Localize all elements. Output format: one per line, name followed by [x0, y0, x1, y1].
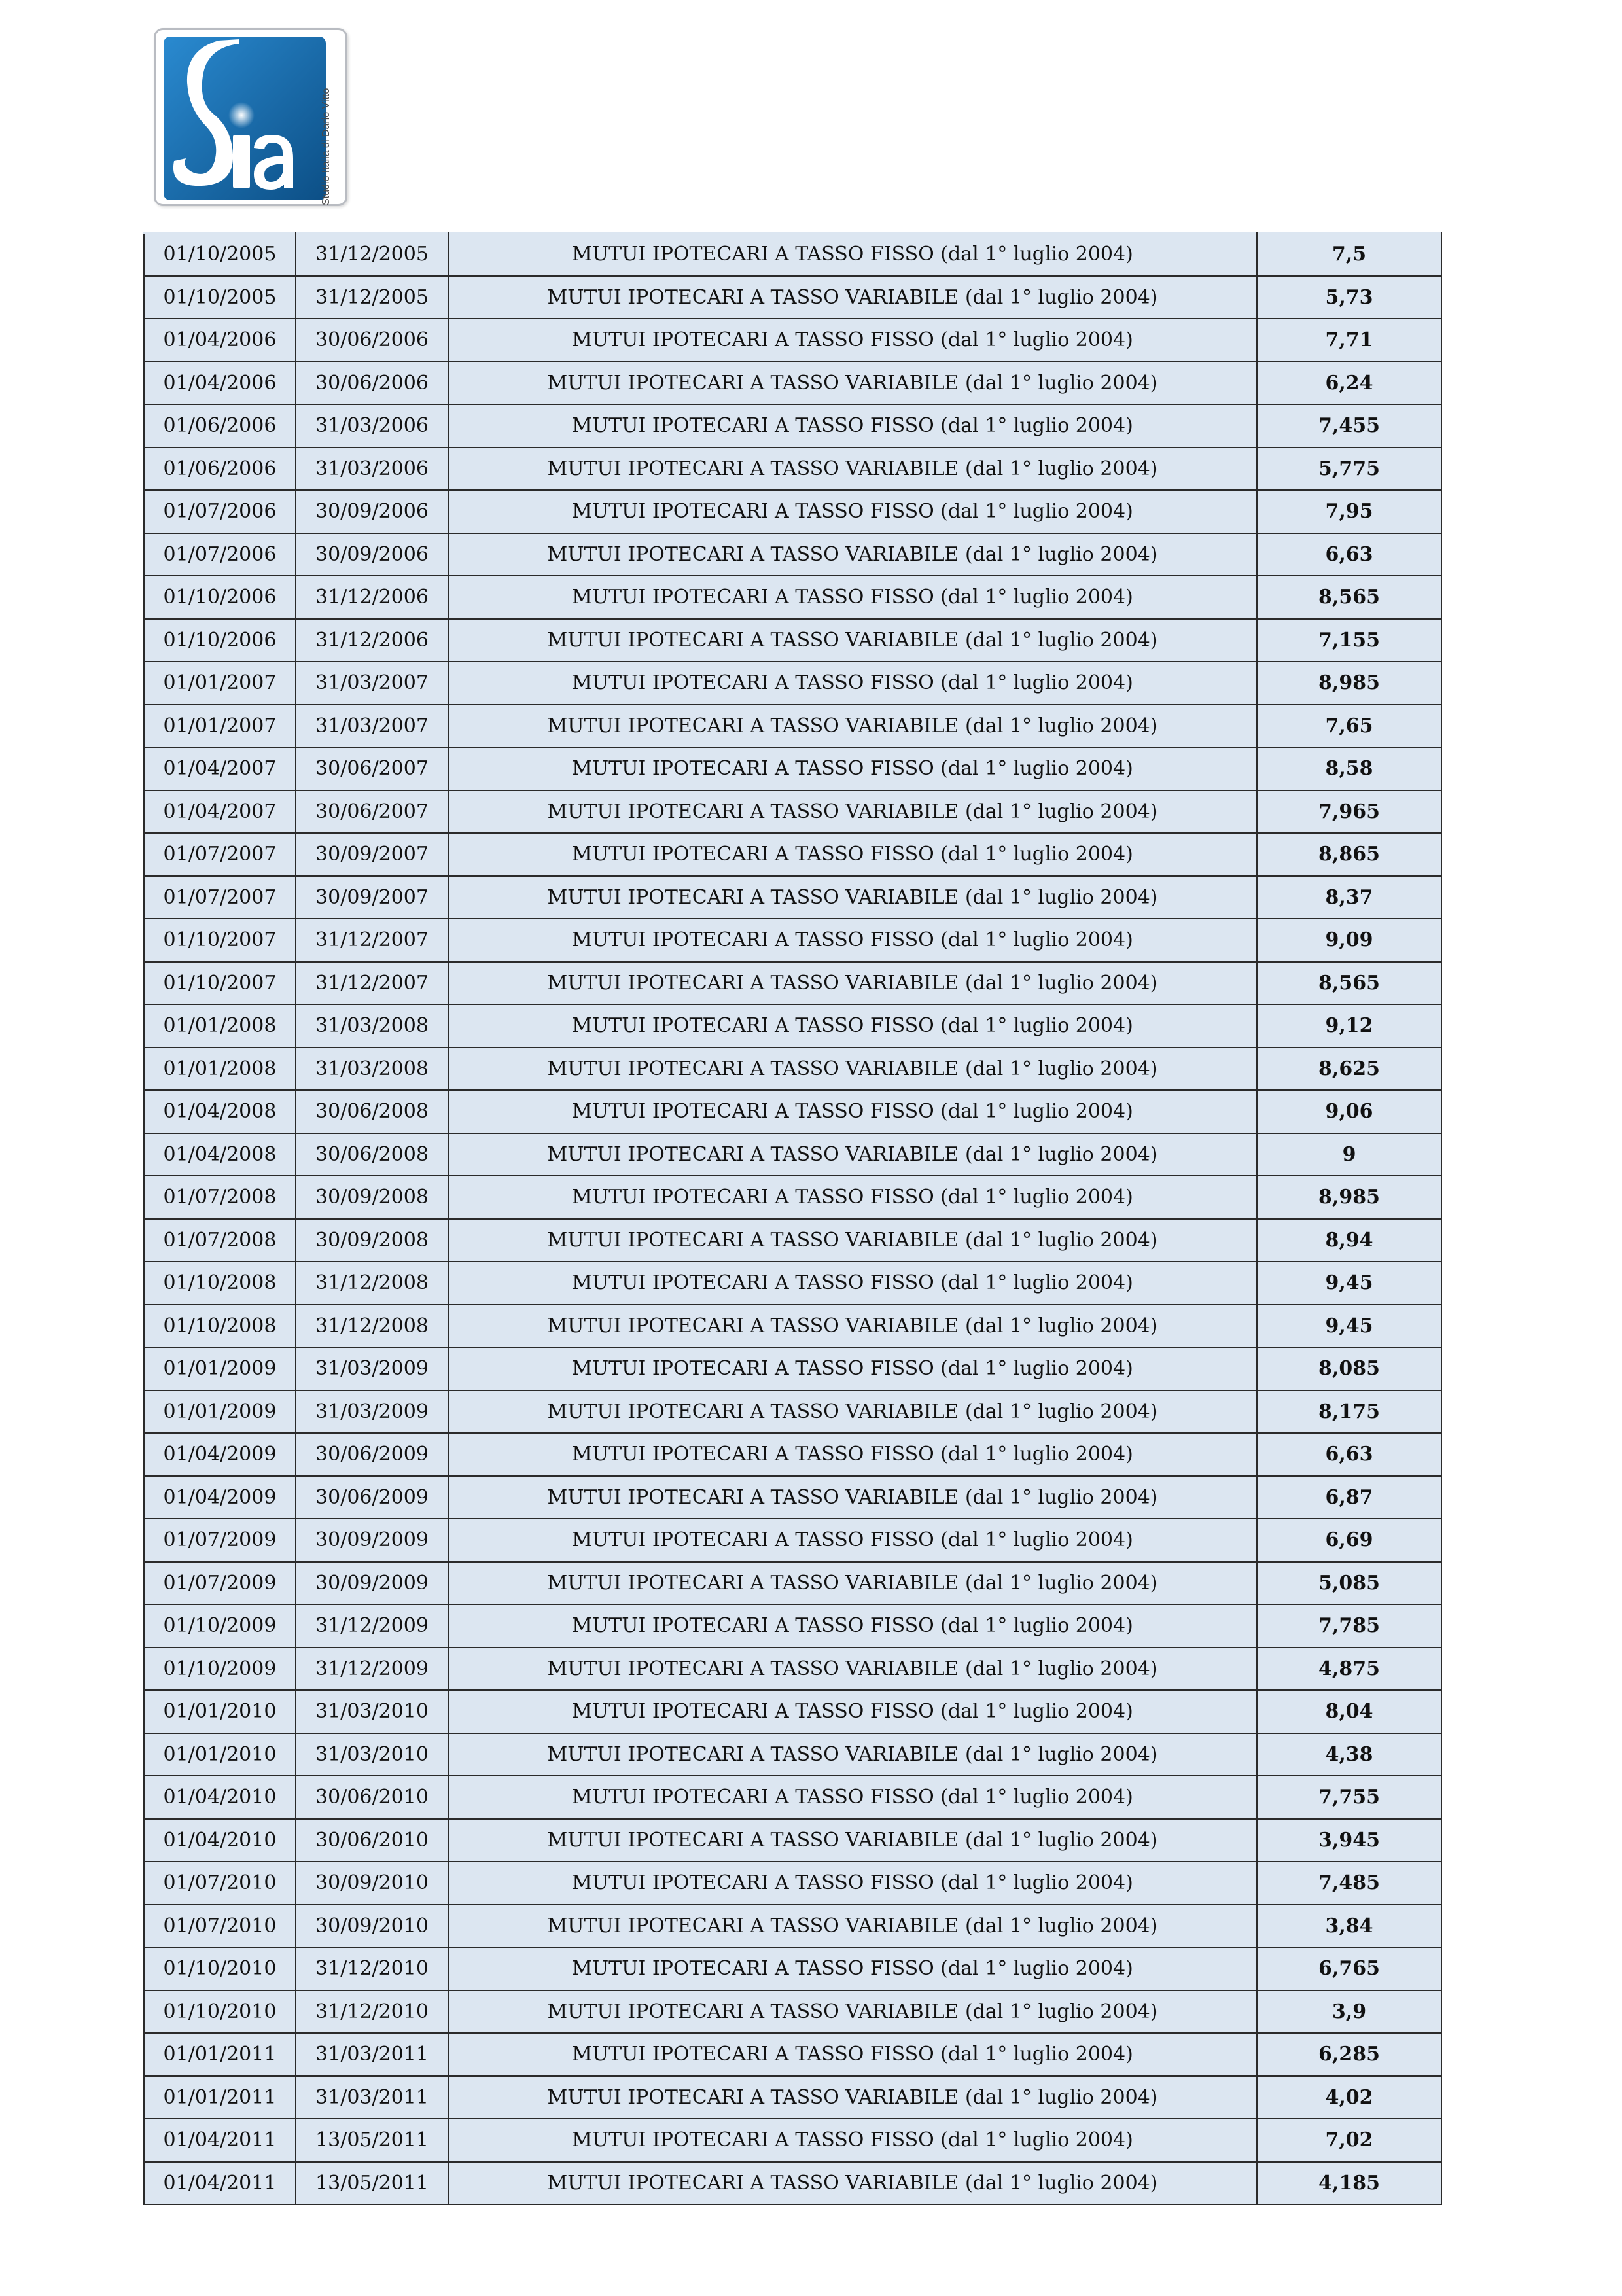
mortgage-type-cell: MUTUI IPOTECARI A TASSO FISSO (dal 1° luglio 2004)	[448, 1519, 1257, 1562]
mortgage-type-cell: MUTUI IPOTECARI A TASSO FISSO (dal 1° luglio 2004)	[448, 404, 1257, 448]
end-date-cell: 31/12/2010	[296, 1990, 448, 2034]
rate-value-cell: 6,63	[1257, 533, 1441, 576]
rate-value-cell: 8,37	[1257, 876, 1441, 919]
table-row	[144, 962, 1441, 1005]
table-row	[144, 1562, 1441, 1605]
rate-value-cell: 8,085	[1257, 1347, 1441, 1390]
end-date-cell: 30/06/2010	[296, 1776, 448, 1819]
table-row	[144, 705, 1441, 748]
start-date-cell: 01/04/2008	[144, 1133, 296, 1176]
end-date-cell: 31/12/2009	[296, 1604, 448, 1648]
rate-value-cell: 6,765	[1257, 1947, 1441, 1990]
rate-value-cell: 4,38	[1257, 1733, 1441, 1776]
rate-value-cell: 3,945	[1257, 1819, 1441, 1862]
end-date-cell: 31/03/2006	[296, 404, 448, 448]
mortgage-type-cell: MUTUI IPOTECARI A TASSO FISSO (dal 1° luglio 2004)	[448, 1347, 1257, 1390]
start-date-cell: 01/07/2008	[144, 1176, 296, 1219]
rate-value-cell: 7,5	[1257, 233, 1441, 276]
table-row	[144, 1819, 1441, 1862]
start-date-cell: 01/04/2007	[144, 790, 296, 834]
mortgage-type-cell: MUTUI IPOTECARI A TASSO VARIABILE (dal 1° luglio 2004)	[448, 362, 1257, 405]
table-row	[144, 1390, 1441, 1434]
table-row	[144, 1433, 1441, 1476]
table-row	[144, 919, 1441, 962]
end-date-cell: 30/09/2006	[296, 490, 448, 533]
rate-value-cell: 8,04	[1257, 1690, 1441, 1733]
end-date-cell: 31/03/2010	[296, 1690, 448, 1733]
table-row	[144, 2162, 1441, 2205]
end-date-cell: 30/06/2009	[296, 1433, 448, 1476]
end-date-cell: 31/12/2010	[296, 1947, 448, 1990]
end-date-cell: 31/03/2008	[296, 1048, 448, 1091]
end-date-cell: 31/12/2008	[296, 1305, 448, 1348]
rate-value-cell: 8,625	[1257, 1048, 1441, 1091]
mortgage-type-cell: MUTUI IPOTECARI A TASSO FISSO (dal 1° luglio 2004)	[448, 1604, 1257, 1648]
start-date-cell: 01/10/2007	[144, 919, 296, 962]
start-date-cell: 01/04/2008	[144, 1090, 296, 1133]
table-row	[144, 362, 1441, 405]
start-date-cell: 01/01/2010	[144, 1733, 296, 1776]
rate-value-cell: 8,175	[1257, 1390, 1441, 1434]
start-date-cell: 01/04/2011	[144, 2119, 296, 2162]
mortgage-type-cell: MUTUI IPOTECARI A TASSO VARIABILE (dal 1° luglio 2004)	[448, 705, 1257, 748]
rate-value-cell: 9,06	[1257, 1090, 1441, 1133]
mortgage-type-cell: MUTUI IPOTECARI A TASSO FISSO (dal 1° luglio 2004)	[448, 2119, 1257, 2162]
table-row	[144, 833, 1441, 876]
table-row	[144, 319, 1441, 362]
rate-value-cell: 5,73	[1257, 276, 1441, 319]
table-row	[144, 490, 1441, 533]
rate-value-cell: 7,95	[1257, 490, 1441, 533]
table-row	[144, 533, 1441, 576]
mortgage-type-cell: MUTUI IPOTECARI A TASSO FISSO (dal 1° luglio 2004)	[448, 1947, 1257, 1990]
rate-value-cell: 3,9	[1257, 1990, 1441, 2034]
table-row	[144, 1648, 1441, 1691]
logo-caption: Studio Italia di Dario Vitto	[321, 88, 332, 205]
table-row	[144, 233, 1441, 276]
rate-value-cell: 9,12	[1257, 1004, 1441, 1048]
end-date-cell: 30/09/2007	[296, 833, 448, 876]
table-row	[144, 1305, 1441, 1348]
table-row	[144, 1690, 1441, 1733]
table-row	[144, 747, 1441, 790]
start-date-cell: 01/04/2007	[144, 747, 296, 790]
mortgage-type-cell: MUTUI IPOTECARI A TASSO VARIABILE (dal 1° luglio 2004)	[448, 1390, 1257, 1434]
rate-value-cell: 8,985	[1257, 1176, 1441, 1219]
end-date-cell: 31/12/2005	[296, 276, 448, 319]
rate-value-cell: 8,94	[1257, 1219, 1441, 1262]
table-row	[144, 2076, 1441, 2119]
start-date-cell: 01/10/2010	[144, 1947, 296, 1990]
end-date-cell: 13/05/2011	[296, 2119, 448, 2162]
end-date-cell: 30/09/2009	[296, 1519, 448, 1562]
mortgage-type-cell: MUTUI IPOTECARI A TASSO FISSO (dal 1° luglio 2004)	[448, 919, 1257, 962]
mortgage-type-cell: MUTUI IPOTECARI A TASSO VARIABILE (dal 1° luglio 2004)	[448, 1219, 1257, 1262]
end-date-cell: 30/09/2010	[296, 1862, 448, 1905]
rate-value-cell: 8,985	[1257, 662, 1441, 705]
mortgage-type-cell: MUTUI IPOTECARI A TASSO VARIABILE (dal 1° luglio 2004)	[448, 1133, 1257, 1176]
rate-value-cell: 9	[1257, 1133, 1441, 1176]
mortgage-type-cell: MUTUI IPOTECARI A TASSO FISSO (dal 1° luglio 2004)	[448, 1862, 1257, 1905]
mortgage-type-cell: MUTUI IPOTECARI A TASSO VARIABILE (dal 1° luglio 2004)	[448, 2162, 1257, 2205]
mortgage-type-cell: MUTUI IPOTECARI A TASSO VARIABILE (dal 1° luglio 2004)	[448, 1819, 1257, 1862]
rate-value-cell: 6,63	[1257, 1433, 1441, 1476]
rates-table-body	[144, 233, 1441, 2204]
end-date-cell: 13/05/2011	[296, 2162, 448, 2205]
mortgage-type-cell: MUTUI IPOTECARI A TASSO VARIABILE (dal 1° luglio 2004)	[448, 448, 1257, 491]
start-date-cell: 01/01/2008	[144, 1048, 296, 1091]
rate-value-cell: 7,485	[1257, 1862, 1441, 1905]
table-row	[144, 1519, 1441, 1562]
table-row	[144, 790, 1441, 834]
end-date-cell: 31/03/2011	[296, 2076, 448, 2119]
mortgage-type-cell: MUTUI IPOTECARI A TASSO FISSO (dal 1° luglio 2004)	[448, 490, 1257, 533]
start-date-cell: 01/10/2005	[144, 276, 296, 319]
mortgage-type-cell: MUTUI IPOTECARI A TASSO FISSO (dal 1° luglio 2004)	[448, 2033, 1257, 2076]
start-date-cell: 01/01/2007	[144, 662, 296, 705]
mortgage-type-cell: MUTUI IPOTECARI A TASSO FISSO (dal 1° luglio 2004)	[448, 1090, 1257, 1133]
table-row	[144, 1133, 1441, 1176]
end-date-cell: 30/06/2008	[296, 1133, 448, 1176]
table-row	[144, 2119, 1441, 2162]
start-date-cell: 01/04/2011	[144, 2162, 296, 2205]
table-row	[144, 1219, 1441, 1262]
rate-value-cell: 4,185	[1257, 2162, 1441, 2205]
table-row	[144, 2033, 1441, 2076]
end-date-cell: 30/06/2007	[296, 747, 448, 790]
start-date-cell: 01/07/2008	[144, 1219, 296, 1262]
start-date-cell: 01/01/2007	[144, 705, 296, 748]
end-date-cell: 30/06/2010	[296, 1819, 448, 1862]
table-row	[144, 576, 1441, 619]
end-date-cell: 31/03/2011	[296, 2033, 448, 2076]
start-date-cell: 01/07/2010	[144, 1862, 296, 1905]
rate-value-cell: 5,085	[1257, 1562, 1441, 1605]
table-row	[144, 1947, 1441, 1990]
start-date-cell: 01/06/2006	[144, 404, 296, 448]
table-row	[144, 1476, 1441, 1519]
start-date-cell: 01/01/2010	[144, 1690, 296, 1733]
start-date-cell: 01/07/2006	[144, 490, 296, 533]
end-date-cell: 30/09/2007	[296, 876, 448, 919]
end-date-cell: 30/06/2008	[296, 1090, 448, 1133]
rate-value-cell: 7,02	[1257, 2119, 1441, 2162]
end-date-cell: 31/12/2006	[296, 576, 448, 619]
table-row	[144, 1733, 1441, 1776]
rate-value-cell: 6,285	[1257, 2033, 1441, 2076]
logo-i-stem	[233, 135, 250, 188]
table-row	[144, 1004, 1441, 1048]
end-date-cell: 30/06/2006	[296, 362, 448, 405]
start-date-cell: 01/01/2011	[144, 2076, 296, 2119]
mortgage-type-cell: MUTUI IPOTECARI A TASSO VARIABILE (dal 1° luglio 2004)	[448, 1476, 1257, 1519]
table-row	[144, 448, 1441, 491]
mortgage-type-cell: MUTUI IPOTECARI A TASSO VARIABILE (dal 1° luglio 2004)	[448, 1733, 1257, 1776]
rates-table	[143, 232, 1442, 2205]
mortgage-type-cell: MUTUI IPOTECARI A TASSO FISSO (dal 1° luglio 2004)	[448, 1690, 1257, 1733]
end-date-cell: 31/12/2009	[296, 1648, 448, 1691]
rate-value-cell: 3,84	[1257, 1905, 1441, 1948]
end-date-cell: 31/12/2007	[296, 962, 448, 1005]
end-date-cell: 30/06/2006	[296, 319, 448, 362]
start-date-cell: 01/07/2007	[144, 833, 296, 876]
rate-value-cell: 4,875	[1257, 1648, 1441, 1691]
rate-value-cell: 7,755	[1257, 1776, 1441, 1819]
mortgage-type-cell: MUTUI IPOTECARI A TASSO FISSO (dal 1° luglio 2004)	[448, 576, 1257, 619]
mortgage-type-cell: MUTUI IPOTECARI A TASSO FISSO (dal 1° luglio 2004)	[448, 233, 1257, 276]
start-date-cell: 01/10/2009	[144, 1648, 296, 1691]
rate-value-cell: 8,565	[1257, 576, 1441, 619]
mortgage-type-cell: MUTUI IPOTECARI A TASSO VARIABILE (dal 1° luglio 2004)	[448, 533, 1257, 576]
table-row	[144, 1176, 1441, 1219]
mortgage-type-cell: MUTUI IPOTECARI A TASSO VARIABILE (dal 1° luglio 2004)	[448, 2076, 1257, 2119]
start-date-cell: 01/10/2010	[144, 1990, 296, 2034]
rate-value-cell: 8,865	[1257, 833, 1441, 876]
end-date-cell: 31/03/2010	[296, 1733, 448, 1776]
mortgage-type-cell: MUTUI IPOTECARI A TASSO FISSO (dal 1° luglio 2004)	[448, 1433, 1257, 1476]
end-date-cell: 30/09/2010	[296, 1905, 448, 1948]
end-date-cell: 31/12/2005	[296, 233, 448, 276]
mortgage-type-cell: MUTUI IPOTECARI A TASSO VARIABILE (dal 1° luglio 2004)	[448, 1562, 1257, 1605]
sia-logo	[154, 28, 347, 206]
rate-value-cell: 9,45	[1257, 1262, 1441, 1305]
end-date-cell: 31/12/2006	[296, 619, 448, 662]
mortgage-type-cell: MUTUI IPOTECARI A TASSO VARIABILE (dal 1° luglio 2004)	[448, 1990, 1257, 2034]
start-date-cell: 01/04/2010	[144, 1819, 296, 1862]
rate-value-cell: 9,45	[1257, 1305, 1441, 1348]
start-date-cell: 01/01/2008	[144, 1004, 296, 1048]
mortgage-type-cell: MUTUI IPOTECARI A TASSO VARIABILE (dal 1° luglio 2004)	[448, 1905, 1257, 1948]
mortgage-type-cell: MUTUI IPOTECARI A TASSO FISSO (dal 1° luglio 2004)	[448, 1776, 1257, 1819]
rate-value-cell: 7,455	[1257, 404, 1441, 448]
mortgage-type-cell: MUTUI IPOTECARI A TASSO FISSO (dal 1° luglio 2004)	[448, 1262, 1257, 1305]
rate-value-cell: 8,565	[1257, 962, 1441, 1005]
table-row	[144, 1905, 1441, 1948]
end-date-cell: 30/09/2008	[296, 1219, 448, 1262]
start-date-cell: 01/04/2010	[144, 1776, 296, 1819]
rate-value-cell: 7,785	[1257, 1604, 1441, 1648]
rate-value-cell: 7,965	[1257, 790, 1441, 834]
table-row	[144, 1347, 1441, 1390]
mortgage-type-cell: MUTUI IPOTECARI A TASSO FISSO (dal 1° luglio 2004)	[448, 833, 1257, 876]
rate-value-cell: 7,155	[1257, 619, 1441, 662]
start-date-cell: 01/07/2009	[144, 1562, 296, 1605]
rate-value-cell: 9,09	[1257, 919, 1441, 962]
start-date-cell: 01/01/2011	[144, 2033, 296, 2076]
end-date-cell: 30/06/2007	[296, 790, 448, 834]
mortgage-type-cell: MUTUI IPOTECARI A TASSO VARIABILE (dal 1° luglio 2004)	[448, 1048, 1257, 1091]
start-date-cell: 01/10/2006	[144, 576, 296, 619]
start-date-cell: 01/07/2006	[144, 533, 296, 576]
end-date-cell: 31/12/2007	[296, 919, 448, 962]
rate-value-cell: 8,58	[1257, 747, 1441, 790]
rate-value-cell: 5,775	[1257, 448, 1441, 491]
table-row	[144, 1090, 1441, 1133]
start-date-cell: 01/07/2009	[144, 1519, 296, 1562]
mortgage-type-cell: MUTUI IPOTECARI A TASSO VARIABILE (dal 1° luglio 2004)	[448, 1648, 1257, 1691]
table-row	[144, 1990, 1441, 2034]
rate-value-cell: 6,87	[1257, 1476, 1441, 1519]
end-date-cell: 31/03/2007	[296, 662, 448, 705]
table-row	[144, 876, 1441, 919]
logo-i-dot	[228, 102, 255, 128]
end-date-cell: 31/03/2007	[296, 705, 448, 748]
table-row	[144, 404, 1441, 448]
rate-value-cell: 4,02	[1257, 2076, 1441, 2119]
end-date-cell: 30/09/2009	[296, 1562, 448, 1605]
start-date-cell: 01/01/2009	[144, 1390, 296, 1434]
start-date-cell: 01/07/2007	[144, 876, 296, 919]
table-row	[144, 1604, 1441, 1648]
mortgage-type-cell: MUTUI IPOTECARI A TASSO VARIABILE (dal 1° luglio 2004)	[448, 962, 1257, 1005]
start-date-cell: 01/06/2006	[144, 448, 296, 491]
rate-value-cell: 7,65	[1257, 705, 1441, 748]
table-row	[144, 1862, 1441, 1905]
table-row	[144, 276, 1441, 319]
rate-value-cell: 6,24	[1257, 362, 1441, 405]
mortgage-type-cell: MUTUI IPOTECARI A TASSO FISSO (dal 1° luglio 2004)	[448, 747, 1257, 790]
start-date-cell: 01/10/2008	[144, 1305, 296, 1348]
end-date-cell: 31/03/2008	[296, 1004, 448, 1048]
start-date-cell: 01/04/2006	[144, 362, 296, 405]
start-date-cell: 01/10/2005	[144, 233, 296, 276]
start-date-cell: 01/07/2010	[144, 1905, 296, 1948]
mortgage-type-cell: MUTUI IPOTECARI A TASSO FISSO (dal 1° luglio 2004)	[448, 662, 1257, 705]
rate-value-cell: 7,71	[1257, 319, 1441, 362]
end-date-cell: 31/12/2008	[296, 1262, 448, 1305]
start-date-cell: 01/01/2009	[144, 1347, 296, 1390]
table-row	[144, 619, 1441, 662]
start-date-cell: 01/10/2006	[144, 619, 296, 662]
mortgage-type-cell: MUTUI IPOTECARI A TASSO FISSO (dal 1° luglio 2004)	[448, 319, 1257, 362]
mortgage-type-cell: MUTUI IPOTECARI A TASSO VARIABILE (dal 1° luglio 2004)	[448, 876, 1257, 919]
mortgage-type-cell: MUTUI IPOTECARI A TASSO VARIABILE (dal 1° luglio 2004)	[448, 276, 1257, 319]
table-row	[144, 662, 1441, 705]
start-date-cell: 01/10/2007	[144, 962, 296, 1005]
start-date-cell: 01/04/2006	[144, 319, 296, 362]
table-row	[144, 1776, 1441, 1819]
end-date-cell: 30/09/2008	[296, 1176, 448, 1219]
mortgage-type-cell: MUTUI IPOTECARI A TASSO FISSO (dal 1° luglio 2004)	[448, 1004, 1257, 1048]
end-date-cell: 31/03/2009	[296, 1347, 448, 1390]
end-date-cell: 31/03/2009	[296, 1390, 448, 1434]
mortgage-type-cell: MUTUI IPOTECARI A TASSO VARIABILE (dal 1° luglio 2004)	[448, 1305, 1257, 1348]
end-date-cell: 31/03/2006	[296, 448, 448, 491]
start-date-cell: 01/04/2009	[144, 1476, 296, 1519]
table-row	[144, 1048, 1441, 1091]
mortgage-type-cell: MUTUI IPOTECARI A TASSO VARIABILE (dal 1° luglio 2004)	[448, 790, 1257, 834]
mortgage-type-cell: MUTUI IPOTECARI A TASSO VARIABILE (dal 1° luglio 2004)	[448, 619, 1257, 662]
rate-value-cell: 6,69	[1257, 1519, 1441, 1562]
mortgage-type-cell: MUTUI IPOTECARI A TASSO FISSO (dal 1° luglio 2004)	[448, 1176, 1257, 1219]
start-date-cell: 01/10/2009	[144, 1604, 296, 1648]
end-date-cell: 30/06/2009	[296, 1476, 448, 1519]
table-row	[144, 1262, 1441, 1305]
start-date-cell: 01/10/2008	[144, 1262, 296, 1305]
end-date-cell: 30/09/2006	[296, 533, 448, 576]
start-date-cell: 01/04/2009	[144, 1433, 296, 1476]
